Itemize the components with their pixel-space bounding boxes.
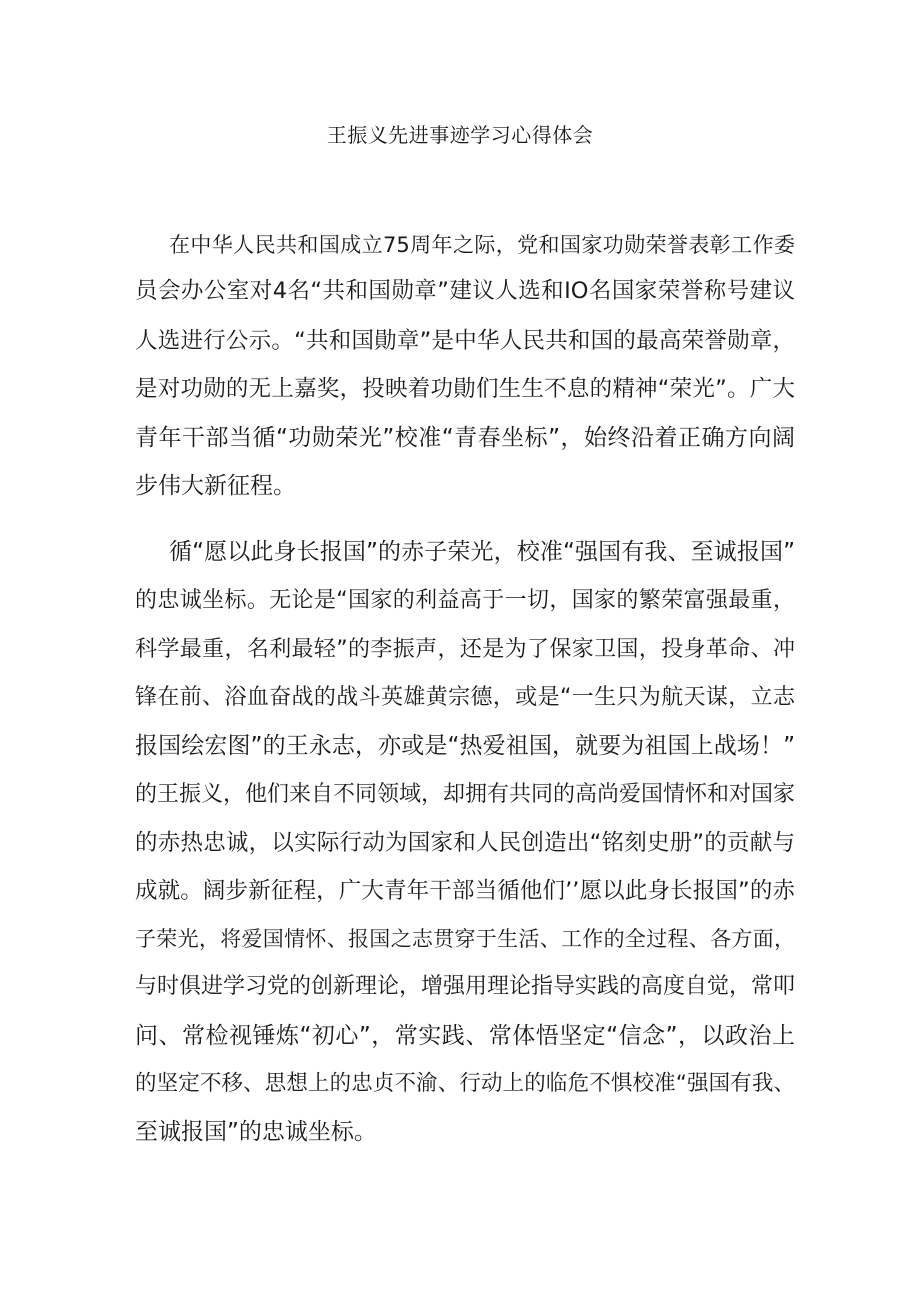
- paragraph-2-line: 的赤热忠诚，以实际行动为国家和人民创造出“铭刻史册”的贡献与: [135, 830, 795, 856]
- paragraph-1-line: 步伟大新征程。: [135, 473, 296, 499]
- paragraph-2-line: 子荣光，将爱国情怀、报国之志贯穿于生活、工作的全过程、各方面，: [135, 927, 795, 951]
- paragraph-2-line: 至诚报国”的忠诚坐标。: [135, 1119, 377, 1145]
- paragraph-2-line: 的忠诚坐标。无论是“国家的利益高于一切，国家的繁荣富强最重，: [135, 588, 795, 613]
- paragraph-1-line: 是对功勋的无上嘉奖，投映着功勛们生生不息的精神“荣光”。广大: [135, 376, 795, 402]
- paragraph-2-line: 科学最重，名利最轻”的李振声，还是为了保家卫国，投身革命、冲: [135, 637, 795, 662]
- paragraph-2-line: 与时俱进学习党的创新理论，增强用理论指导实践的高度自觉，常叩: [135, 974, 796, 999]
- paragraph-2-line: 报国绘宏图”的王永志，亦或是“热爱祖国，就要为祖国上战场！”: [135, 733, 795, 759]
- paragraph-2-line: 锋在前、浴血奋战的战斗英雄黄宗德，或是“一生只为航天谋，立志: [135, 685, 795, 710]
- document-title: 王振义先进事迹学习心得体会: [326, 123, 594, 147]
- paragraph-2-line: 的坚定不移、思想上的忠贞不渝、行动上的临危不惧校准“强国有我、: [135, 1071, 795, 1096]
- paragraph-2-line: 问、常检视锤炼“初心”，常实践、常体悟坚定“信念”，以政治上: [135, 1023, 795, 1049]
- paragraph-1-line: 青年干部当循“功勋荣光”校准“青春坐标”，始终沿着正确方向阔: [135, 425, 795, 451]
- paragraph-2-line: 循“愿以此身长报国”的赤子荣光，校准“强国有我、至诚报国”: [169, 539, 795, 565]
- paragraph-2-line: 的王振义，他们来自不同领域，却拥有共同的高尚爱国情怀和对国家: [135, 782, 796, 807]
- paragraph-1-line: 人选进行公示。“共和国勛章”是中华人民共和国的最高荣誉勋章，: [135, 328, 795, 354]
- paragraph-1-line: 员会办公室对4名“共和国勋章”建议人选和IO名国家荣誉称号建议: [135, 278, 795, 304]
- paragraph-1-line: 在中华人民共和国成立75周年之际，党和国家功勋荣誉表彰工作委: [169, 233, 795, 257]
- paragraph-2-line: 成就。阔步新征程，广大青年干部当循他们’’愿以此身长报国”的赤: [135, 878, 795, 904]
